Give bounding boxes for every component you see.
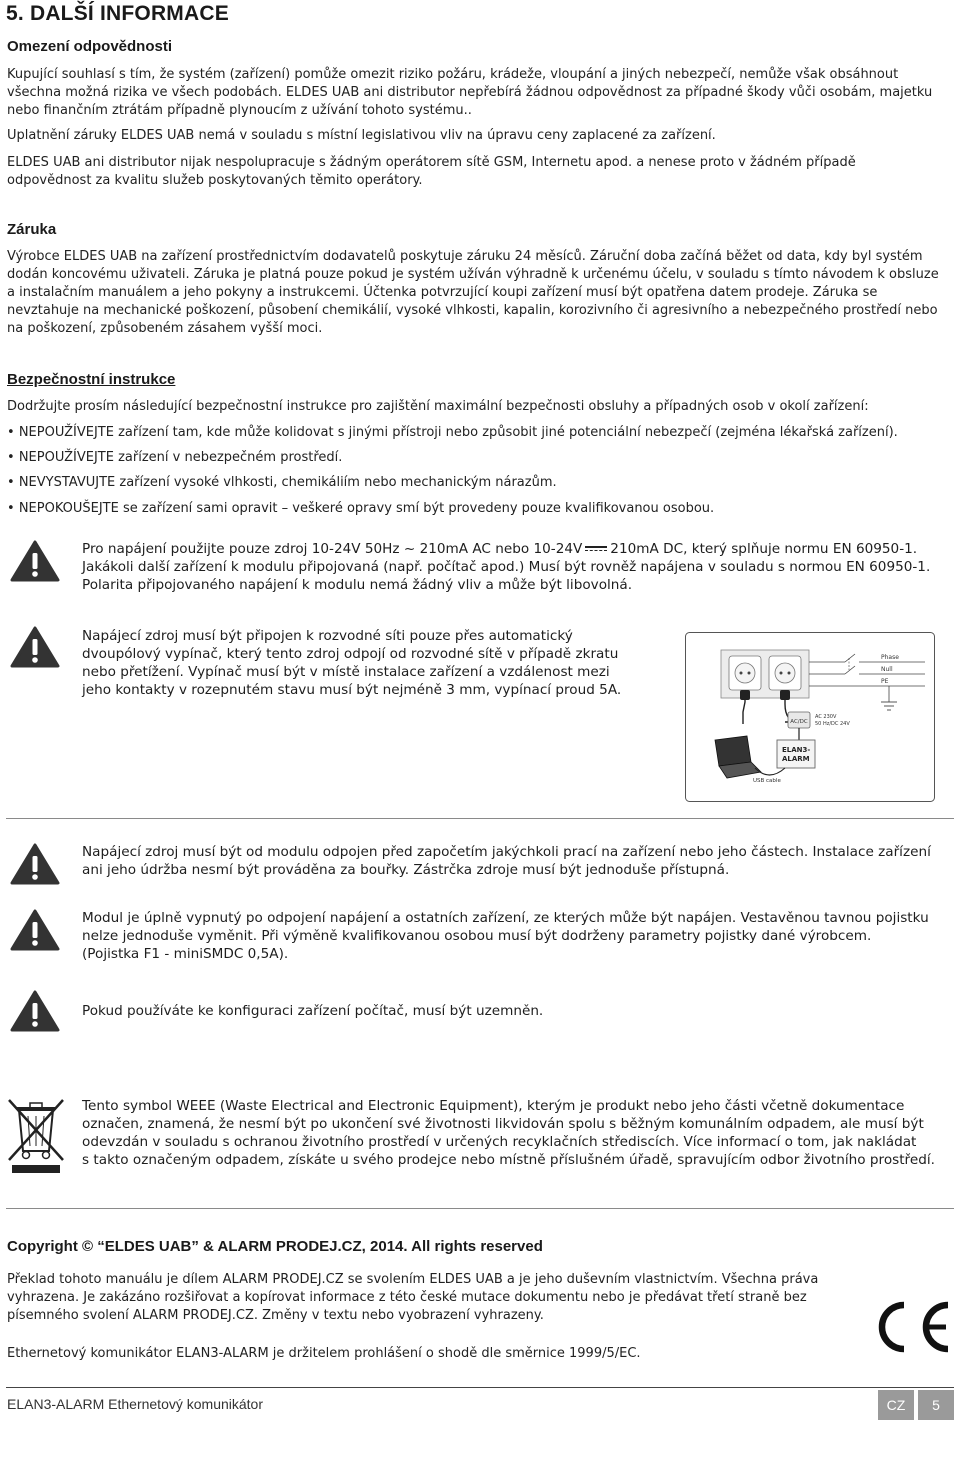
bullet-text: zařízení tam, kde může kolidovat s jinými přístroji nebo způsobit jiné potenciální nebezpečí (zejména lékařská zařízení).: [113, 425, 898, 440]
warranty-paragraph: Výrobce ELDES UAB na zařízení prostřednictvím dodavatelů poskytuje záruku 24 měsíců. Záruční doba začíná běžet od data, kdy byl systém dodán koncovému uživateli. Záruka je platná pouze pokud je systém užíván výhradně k určenému účelu, v souladu s tímto návodem k obsluze a instalačním manuálem a jeho pokyny a instrukcemi. Účtenka potvrzující koupi zařízení musí být opatřena datem prodeje. Záruka se nevztahuje na mechanické poškození, působení chemikálií, vysoké vlhkosti, kapalin, korozivního či agresivního a nebezpečného prostředí nebo na poškození, způsobeném zásahem vyšší moci.: [7, 249, 939, 336]
conformity-statement: Ethernetový komunikátor ELAN3-ALARM je držitelem prohlášení o shodě dle směrnice 1999/5/EC.: [7, 1346, 641, 1361]
warning-line: jeho kontakty v rozepnutém stavu musí být nejméně 3 mm, vypínací proud 5A.: [82, 682, 622, 698]
bullet-text: zařízení v nebezpečném prostředí.: [113, 450, 343, 465]
footer-divider: [6, 1387, 954, 1388]
liability-paragraph-3: ELDES UAB ani distributor nijak nespolupracuje s žádným operátorem sítě GSM, Internetu apod. a nenese proto v žádném případě odpovědnost za kvalitu služeb poskytovaných těmito operátory.: [7, 155, 856, 188]
device-label-1: ELAN3-: [782, 746, 811, 754]
weee-line: Tento symbol WEEE (Waste Electrical and Electronic Equipment), kterým je produkt nebo jeho části včetně dokumentace: [82, 1098, 905, 1114]
warning-triangle-icon: [10, 626, 60, 668]
bullet-text: se zařízení sami opravit – veškeré opravy smí být provedeny pouze kvalifikovanou osobou.: [118, 501, 715, 516]
footer-document-title: ELAN3-ALARM Ethernetový komunikátor: [7, 1396, 263, 1412]
footer-language-badge: CZ: [878, 1390, 914, 1420]
warning-triangle-icon: [10, 540, 60, 582]
liability-paragraph-1: Kupující souhlasí s tím, že systém (zařízení) pomůže omezit riziko požáru, krádeže, vloupání a jiných nebezpečí, nemůže však obsáhnout všechna možná rizika ve všech podobách. ELDES UAB ani distributor nepřebírá žádnou odpovědnost za případné škody vůči osobám, majetku nebo finančním ztrátám případně plynoucím z užívání tohoto systému..: [7, 67, 933, 118]
warning-fuse: [82, 909, 929, 963]
liability-heading: Omezení odpovědnosti: [7, 38, 173, 55]
safety-bullet-1: [7, 424, 947, 442]
warning-circuit-breaker: [82, 627, 621, 699]
bullet-mark: •: [7, 475, 15, 490]
safety-heading: Bezpečnostní instrukce: [7, 371, 176, 388]
weee-crossed-bin-icon: [6, 1096, 66, 1174]
warning-power-supply: [82, 540, 930, 594]
warning-line: Pro napájení použijte pouze zdroj 10-24V 50Hz ~ 210mA AC nebo 10-24V 210mA DC, který splňuje normu EN 60950-1.: [82, 541, 918, 557]
warning-line: ani jeho údržba nesmí být prováděna za bouřky. Zástrčka zdroje musí být jednoduše přístupná.: [82, 862, 730, 878]
bullet-key: NEVYSTAVUJTE: [18, 475, 116, 490]
warning-triangle-icon: [10, 990, 60, 1032]
weee-line: odevzdán v souladu s ochranou životního prostředí v určených recyklačních střediscích. Více informací o tom, jak nakládat: [82, 1134, 917, 1150]
ce-mark-icon: [868, 1297, 953, 1357]
pe-label: PE: [881, 678, 889, 685]
warning-line: Polarita připojovaného napájení k modulu nemá žádný vliv a může být libovolná.: [82, 577, 633, 593]
warning-line: Napájecí zdroj musí být připojen k rozvodné síti pouze přes automatický: [82, 628, 573, 644]
warning-line: Napájecí zdroj musí být od modulu odpojen před započetím jakýchkoli prací na zařízení nebo jeho částech. Instalace zařízení: [82, 844, 931, 860]
usb-cable-label: USB cable: [753, 778, 781, 784]
liability-paragraph-2: Uplatnění záruky ELDES UAB nemá v souladu s místní legislativou vliv na úpravu ceny zaplacené za zařízení.: [7, 128, 716, 143]
footer-page-number: 5: [918, 1390, 954, 1420]
safety-bullet-3: [7, 474, 947, 492]
acdc-label: AC/DC: [790, 719, 808, 725]
bullet-mark: •: [7, 501, 15, 516]
divider: [6, 818, 954, 819]
safety-bullet-4: [7, 500, 947, 518]
warranty-heading: Záruka: [7, 221, 57, 238]
bullet-mark: •: [7, 425, 15, 440]
warning-line: nelze jednoduše vyměnit. Při výměně kvalifikovanou osobou musí být dodrženy parametry pojistky dané výrobcem.: [82, 928, 872, 944]
safety-intro: Dodržujte prosím následující bezpečnostní instrukce pro zajištění maximální bezpečnosti obsluhy a případných osob v okolí zařízení:: [7, 399, 869, 414]
warning-line: (Pojistka F1 - miniSMDC 0,5A).: [82, 946, 289, 962]
copyright-paragraph: Překlad tohoto manuálu je dílem ALARM PRODEJ.CZ se svolením ELDES UAB a je jeho duševním vlastnictvím. Všechna práva vyhrazena. Je zakázáno rozšiřovat a kopírovat informace z této české mutace dokumentu nebo je předávat třetí straně bez písemného svolení ALARM PRODEJ.CZ. Změny v textu nebo vyobrazení vyhrazeny.: [7, 1272, 819, 1323]
warning-line: Modul je úplně vypnutý po odpojení napájení a ostatních zařízení, ze kterých může být napájen. Vestavěnou tavnou pojistku: [82, 910, 929, 926]
warning-grounding: Pokud používáte ke konfiguraci zařízení počítač, musí být uzemněn.: [82, 1003, 544, 1019]
bullet-key: NEPOUŽÍVEJTE: [18, 450, 114, 465]
bullet-key: NEPOKOUŠEJTE: [18, 501, 119, 516]
warning-line: dvoupólový vypínač, který tento zdroj odpojí od rozvodné sítě v případě zkratu: [82, 646, 619, 662]
weee-notice: [82, 1097, 935, 1169]
weee-line: označen, znamená, že nesmí být po ukončení své životnosti likvidován spolu s běžným komunálním odpadem, ale musí být: [82, 1116, 924, 1132]
ac-voltage-label: AC 230V: [815, 714, 837, 720]
safety-bullet-2: [7, 449, 947, 467]
bullet-key: NEPOUŽÍVEJTE: [18, 425, 114, 440]
dc-voltage-label: 50 Hz/DC 24V: [815, 721, 850, 727]
dc-symbol-icon: [585, 545, 607, 553]
null-label: Null: [881, 666, 893, 673]
warning-line: Jakákoli další zařízení k modulu připojovaná (např. počítač apod.) Musí být rovněž napájena v souladu s normou EN 60950-1.: [82, 559, 931, 575]
wiring-diagram: [685, 632, 935, 802]
divider: [6, 1208, 954, 1209]
device-label-2: ALARM: [782, 755, 810, 763]
section-heading: 5. DALŠÍ INFORMACE: [6, 2, 229, 25]
bullet-text: zařízení vysoké vlhkosti, chemikáliím nebo mechanickým nárazům.: [115, 475, 557, 490]
warning-triangle-icon: [10, 909, 60, 951]
phase-label: Phase: [881, 654, 899, 661]
warning-disconnect-power: [82, 843, 931, 879]
warning-line: nebo přetížení. Vypínač musí být v místě instalace zařízení a vzdálenost mezi: [82, 664, 610, 680]
bullet-mark: •: [7, 450, 15, 465]
weee-line: s takto označeným odpadem, získáte u svého prodejce nebo místně příslušném úřadě, spravujícím odbor životního prostředí.: [82, 1152, 935, 1168]
copyright-heading: Copyright © “ELDES UAB” & ALARM PRODEJ.CZ, 2014. All rights reserved: [7, 1238, 543, 1255]
warning-triangle-icon: [10, 843, 60, 885]
